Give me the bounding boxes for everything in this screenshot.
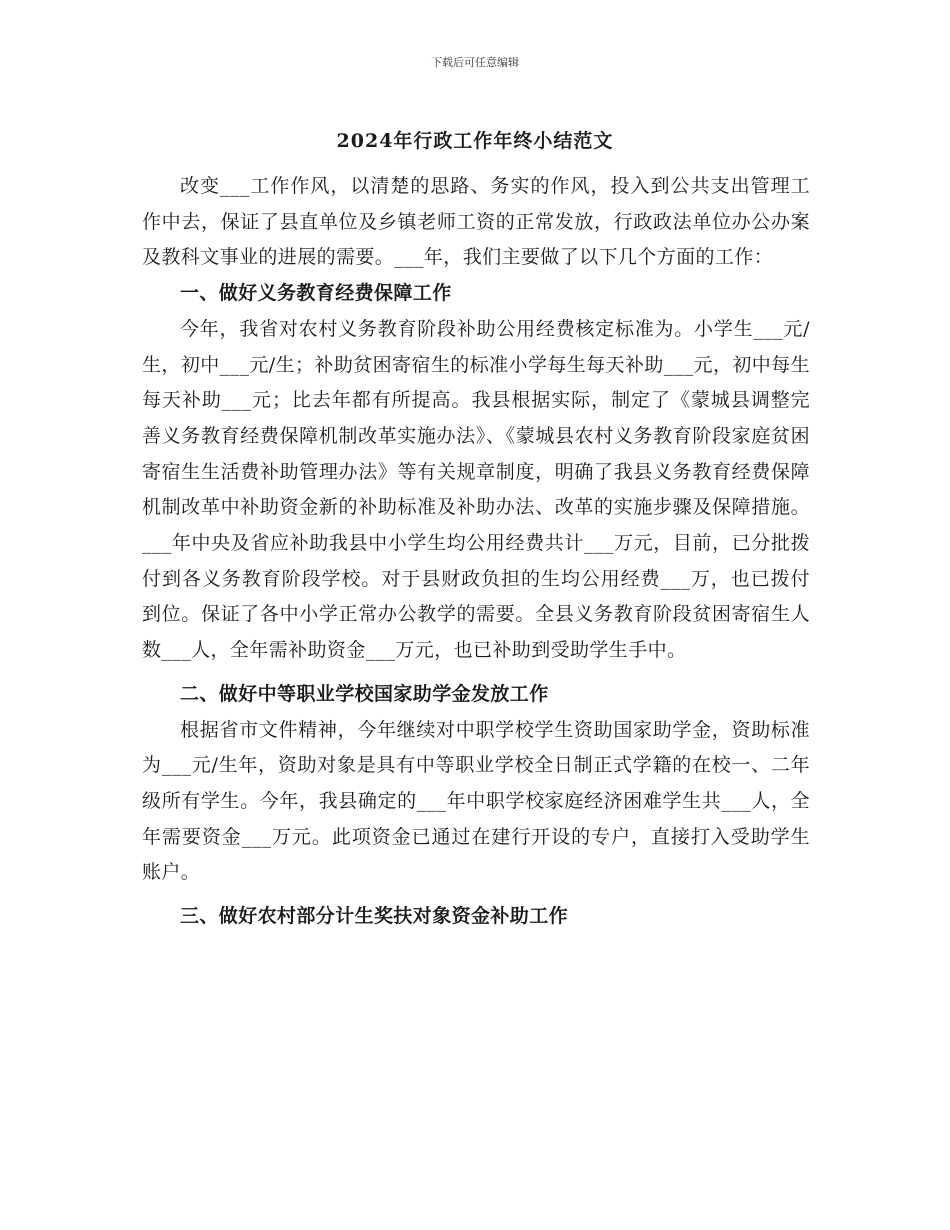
page-header-note: 下载后可任意编辑 bbox=[431, 56, 519, 69]
document-title: 2024年行政工作年终小结范文 bbox=[336, 130, 614, 152]
section-1-paragraph: 今年，我省对农村义务教育阶段补助公用经费核定标准为。小学生___元/生，初中___元/生；补助贫困寄宿生的标准小学每生每天补助___元，初中每生每天补助___元；比去年都有所提高。我县根据实际，制定了《蒙城县调整完善义务教育经费保障机制改革实施办法》、《蒙城县农村义务教育阶段家庭贫困寄宿生生活费补助管理办法》等有关规章制度，明确了我县义务教育经费保障机制改革中补助资金新的补助标准及补助办法、改革的实施步骤及保障措施。___年中央及省应补助我县中小学生均公用经费共计___万元，目前，已分批拨付到各义务教育阶段学校。对于县财政负担的生均公用经费___万，也已拨付到位。保证了各中小学正常办公教学的需要。全县义务教育阶段贫困寄宿生人数___人，全年需补助资金___万元，也已补助到受助学生手中。 bbox=[142, 317, 810, 662]
document-body bbox=[142, 169, 810, 935]
section-1-heading: 一、做好义务教育经费保障工作 bbox=[180, 282, 452, 305]
section-3-heading: 三、做好农村部分计生奖扶对象资金补助工作 bbox=[180, 905, 569, 928]
intro-paragraph: 改变___工作作风，以清楚的思路、务实的作风，投入到公共支出管理工作中去，保证了县直单位及乡镇老师工资的正常发放，行政政法单位办公办案及教科文事业的进展的需要。___年，我们主要做了以下几个方面的工作： bbox=[142, 175, 810, 269]
section-2-heading: 二、做好中等职业学校国家助学金发放工作 bbox=[180, 682, 549, 705]
section-2-paragraph: 根据省市文件精神，今年继续对中职学校学生资助国家助学金，资助标准为___元/生年，资助对象是具有中等职业学校全日制正式学籍的在校一、二年级所有学生。今年，我县确定的___年中职学校家庭经济困难学生共___人，全年需要资金___万元。此项资金已通过在建行开设的专户，直接打入受助学生账户。 bbox=[142, 718, 810, 884]
